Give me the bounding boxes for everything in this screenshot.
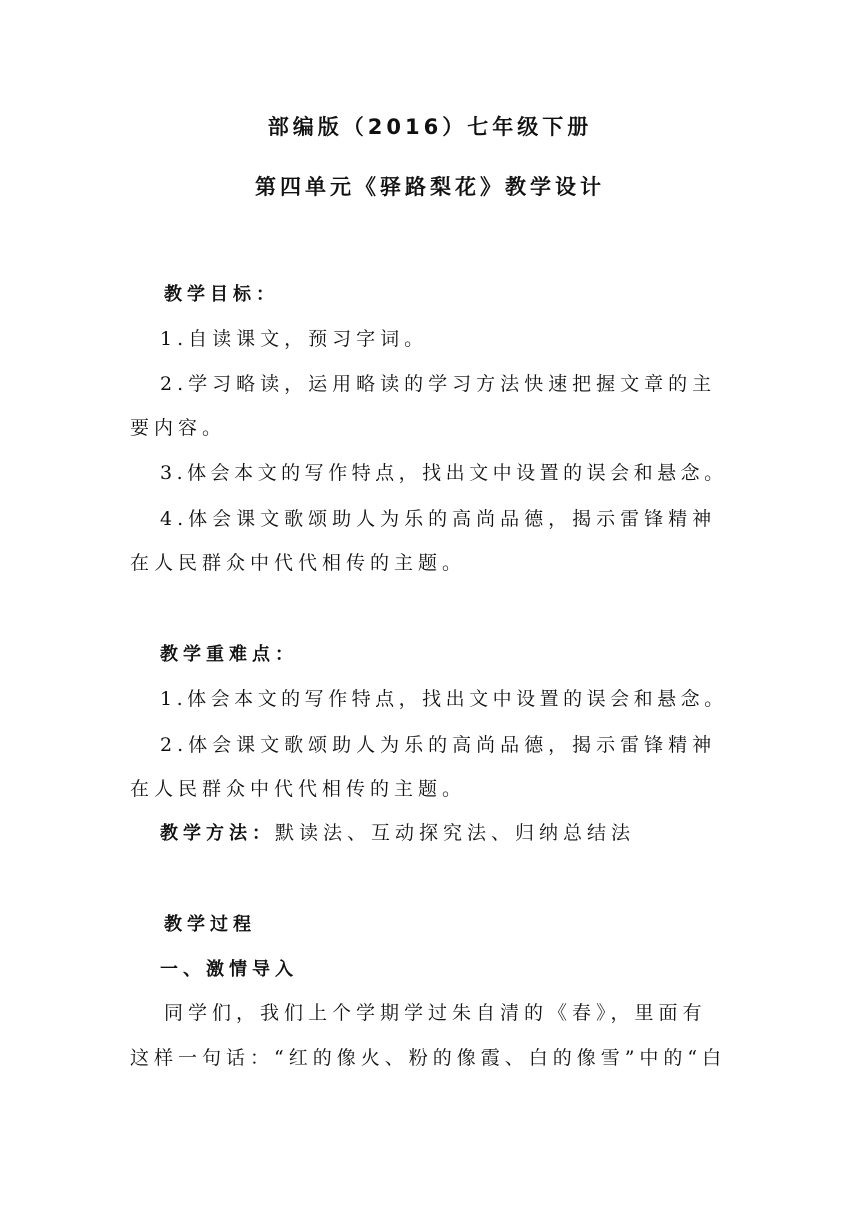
objectives-heading: 教学目标： [164,284,279,305]
process-heading: 教学过程 [164,914,256,935]
key-point-item-2-line1: 2.体会课文歌颂助人为乐的高尚品德，揭示雷锋精神 [160,734,717,756]
methods-text: 默读法、互动探究法、归纳总结法 [275,822,636,844]
section-1-heading: 一、激情导入 [160,959,298,980]
key-point-item-2-line2: 在人民群众中代代相传的主题。 [130,778,467,800]
methods-label: 教学方法： [160,823,275,844]
paragraph-1-line1: 同学们，我们上个学期学过朱自清的《春》，里面有 [164,1002,707,1024]
key-points-heading: 教学重难点： [160,644,298,665]
objective-item-2-line1: 2.学习略读，运用略读的学习方法快速把握文章的主 [160,373,717,395]
document-title-line1: 部编版（2016）七年级下册 [267,115,593,139]
paragraph-1-line2: 这样一句话：“红的像火、粉的像霞、白的像雪”中的“白 [130,1047,727,1069]
methods-line [160,818,635,849]
objective-item-3: 3.体会本文的写作特点，找出文中设置的误会和悬念。 [160,462,728,484]
objective-item-4-line1: 4.体会课文歌颂助人为乐的高尚品德，揭示雷锋精神 [160,508,717,530]
objective-item-1: 1.自读课文，预习字词。 [160,328,429,350]
key-point-item-1: 1.体会本文的写作特点，找出文中设置的误会和悬念。 [160,688,728,710]
objective-item-2-line2: 要内容。 [130,417,227,439]
document-title-line2: 第四单元《驿路梨花》教学设计 [255,175,605,199]
objective-item-4-line2: 在人民群众中代代相传的主题。 [130,552,467,574]
